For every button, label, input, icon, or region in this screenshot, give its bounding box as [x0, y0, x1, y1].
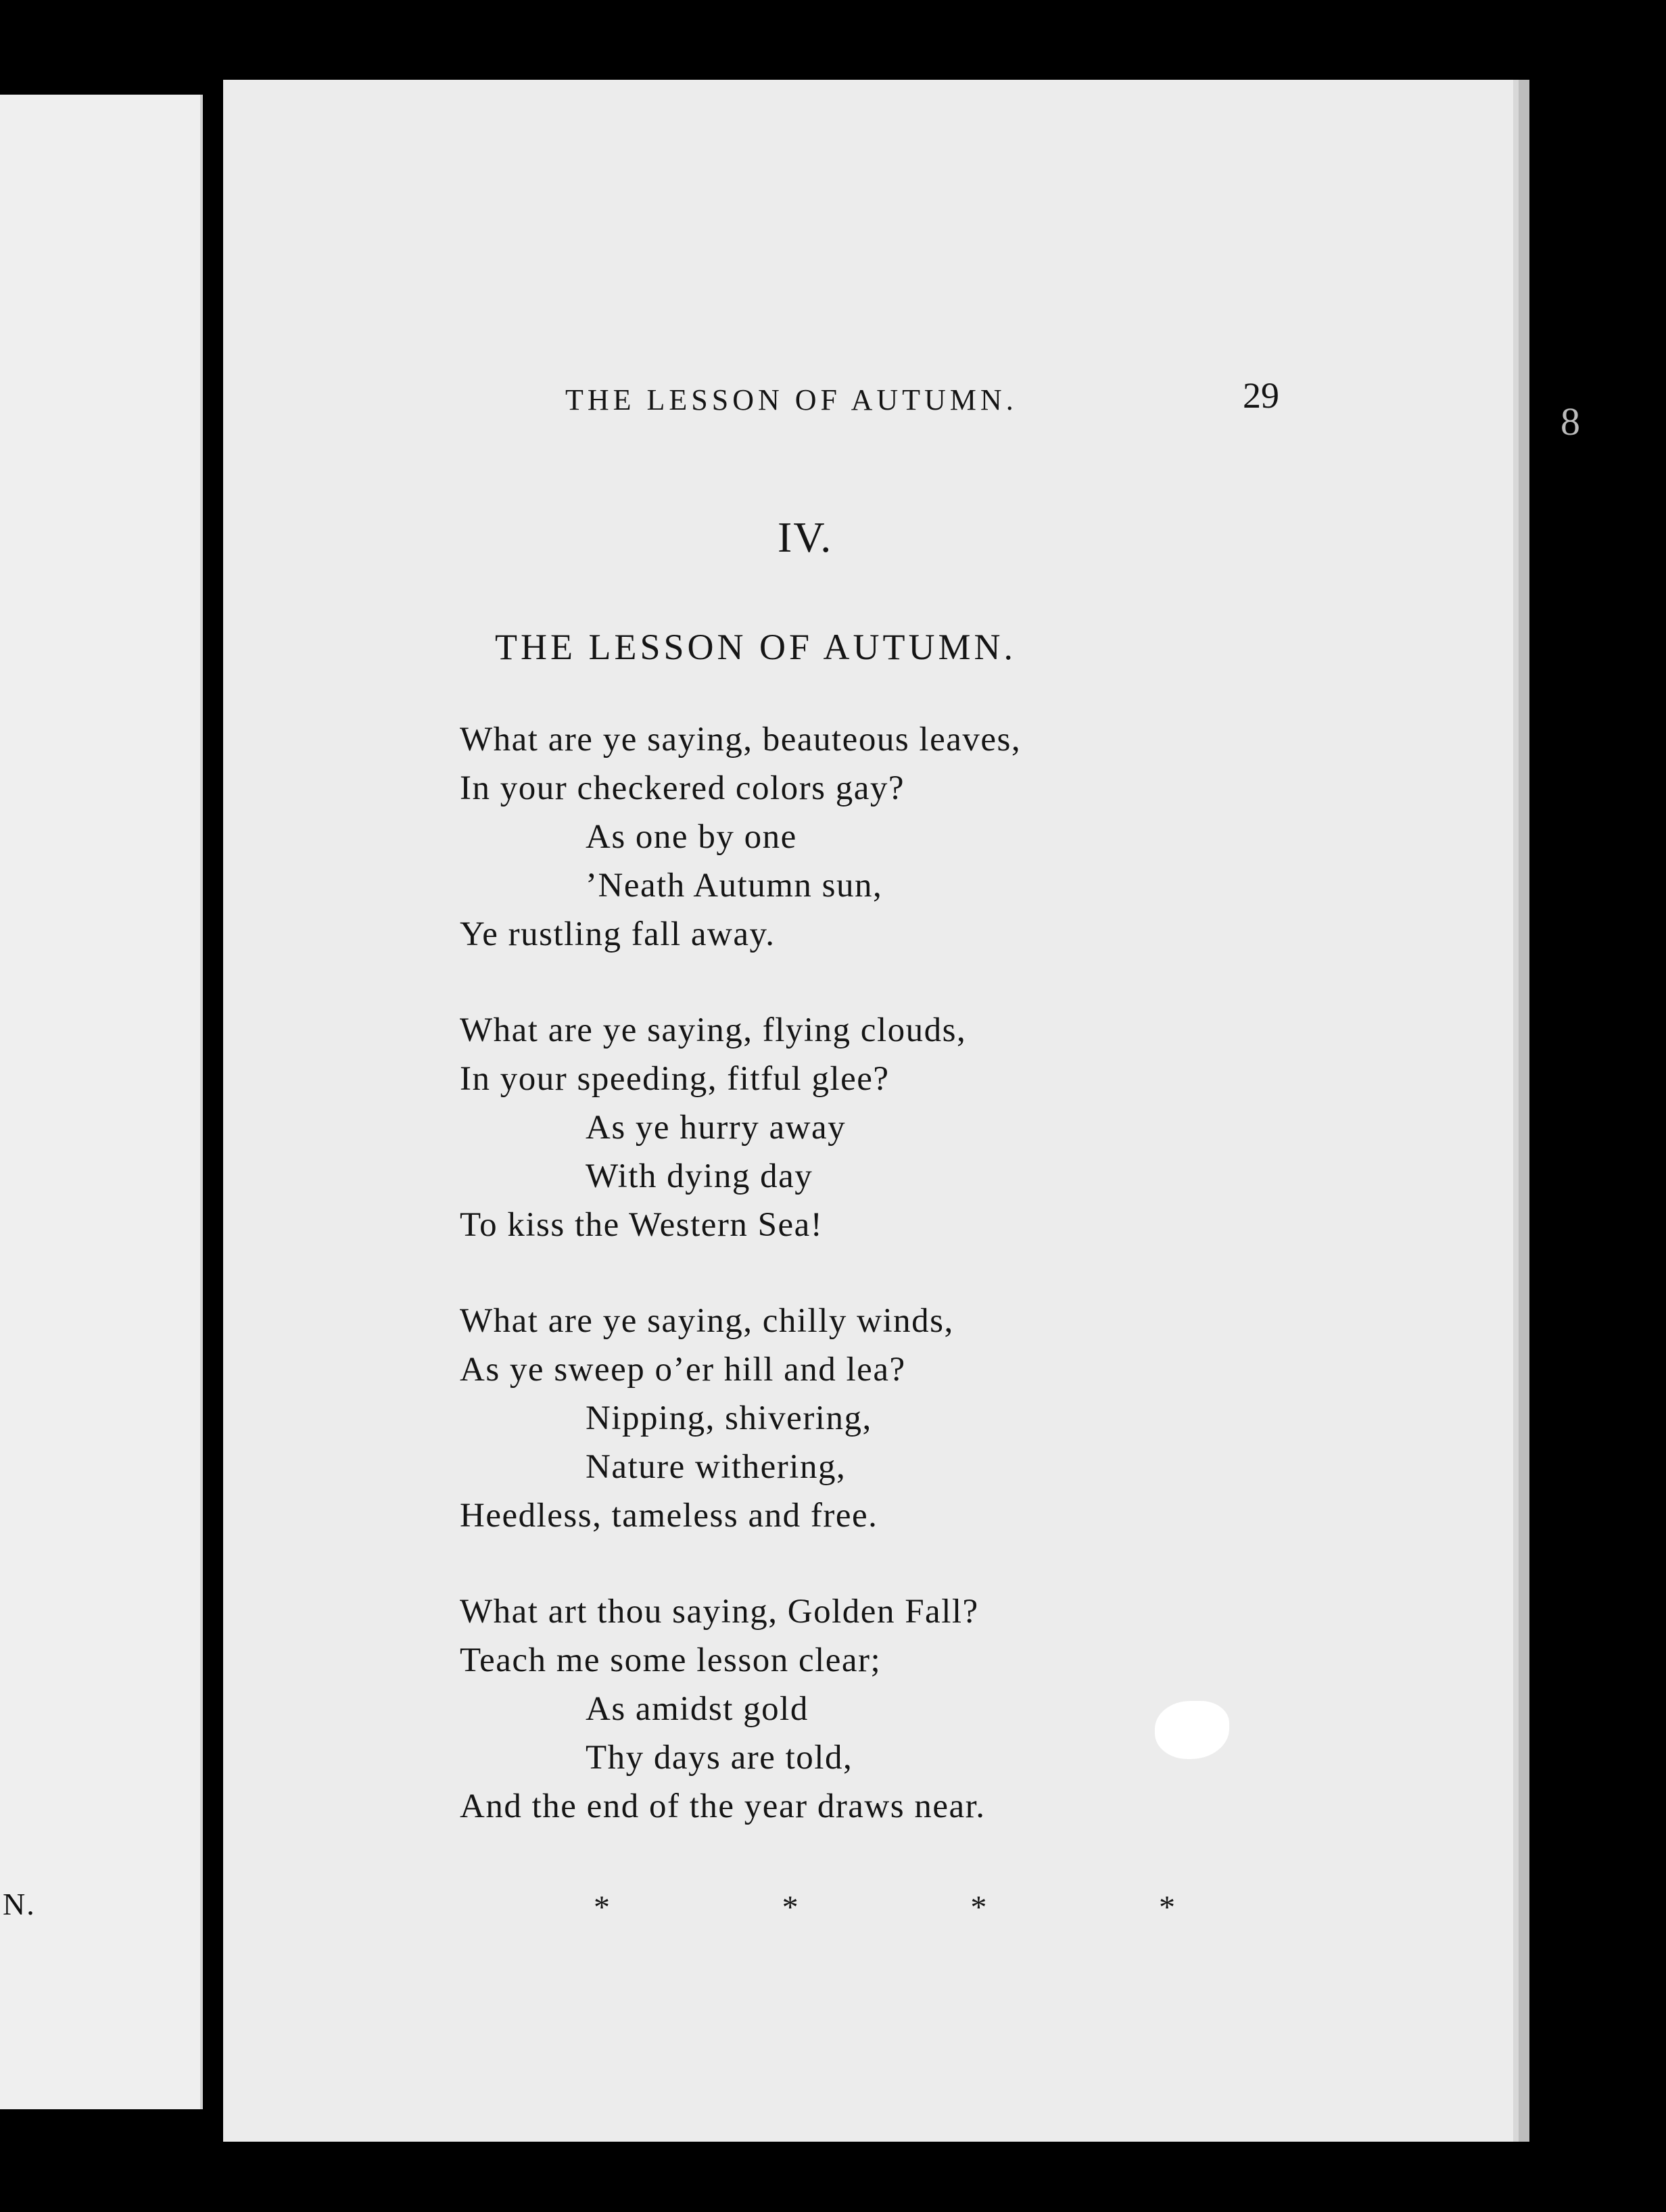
stanza: [460, 1297, 1474, 1540]
poem-line-indented: As one by one: [586, 818, 797, 856]
poem-line: Ye rustling fall away.: [460, 915, 776, 953]
page-number: 29: [1243, 375, 1279, 416]
poem-line-indented: As ye hurry away: [586, 1109, 847, 1147]
running-head: THE LESSON OF AUTUMN.: [565, 383, 1018, 416]
poem-line: In your checkered colors gay?: [460, 769, 905, 807]
poem-line-indented: As amidst gold: [586, 1690, 809, 1728]
poem-line-indented: Nipping, shivering,: [586, 1399, 872, 1437]
stanza: [460, 1587, 1474, 1831]
poem-title: THE LESSON OF AUTUMN.: [495, 627, 1017, 667]
poem-body: [460, 715, 1474, 1878]
stanza: [460, 715, 1474, 959]
poem-line: To kiss the Western Sea!: [460, 1206, 824, 1244]
asterism-ornament: [594, 1889, 1175, 1926]
book-page: [223, 80, 1529, 2142]
ornament-star: *: [782, 1890, 799, 1925]
poem-line-indented: Nature withering,: [586, 1448, 847, 1486]
poem-line: What are ye saying, chilly winds,: [460, 1302, 954, 1340]
poem-line: In your speeding, fitful glee?: [460, 1060, 890, 1098]
poem-line: As ye sweep o’er hill and lea?: [460, 1351, 906, 1389]
ornament-star: *: [1158, 1890, 1175, 1925]
poem-line: What are ye saying, beauteous leaves,: [460, 721, 1022, 759]
poem-line: What are ye saying, flying clouds,: [460, 1011, 967, 1049]
poem-line: And the end of the year draws near.: [460, 1787, 986, 1825]
poem-line: What art thou saying, Golden Fall?: [460, 1593, 979, 1631]
section-numeral: IV.: [778, 513, 833, 561]
stanza: [460, 1006, 1474, 1249]
edge-mark: 8: [1561, 400, 1580, 443]
poem-line: Heedless, tameless and free.: [460, 1497, 878, 1535]
poem-line-indented: With dying day: [586, 1157, 813, 1195]
left-page-fragment: N.: [3, 1887, 36, 1921]
poem-line-indented: Thy days are told,: [586, 1739, 853, 1777]
ornament-star: *: [594, 1890, 610, 1925]
poem-line-indented: ’Neath Autumn sun,: [586, 867, 883, 905]
poem-line: Teach me some lesson clear;: [460, 1641, 882, 1679]
ornament-star: *: [970, 1890, 987, 1925]
left-page-edge: [0, 95, 203, 2109]
